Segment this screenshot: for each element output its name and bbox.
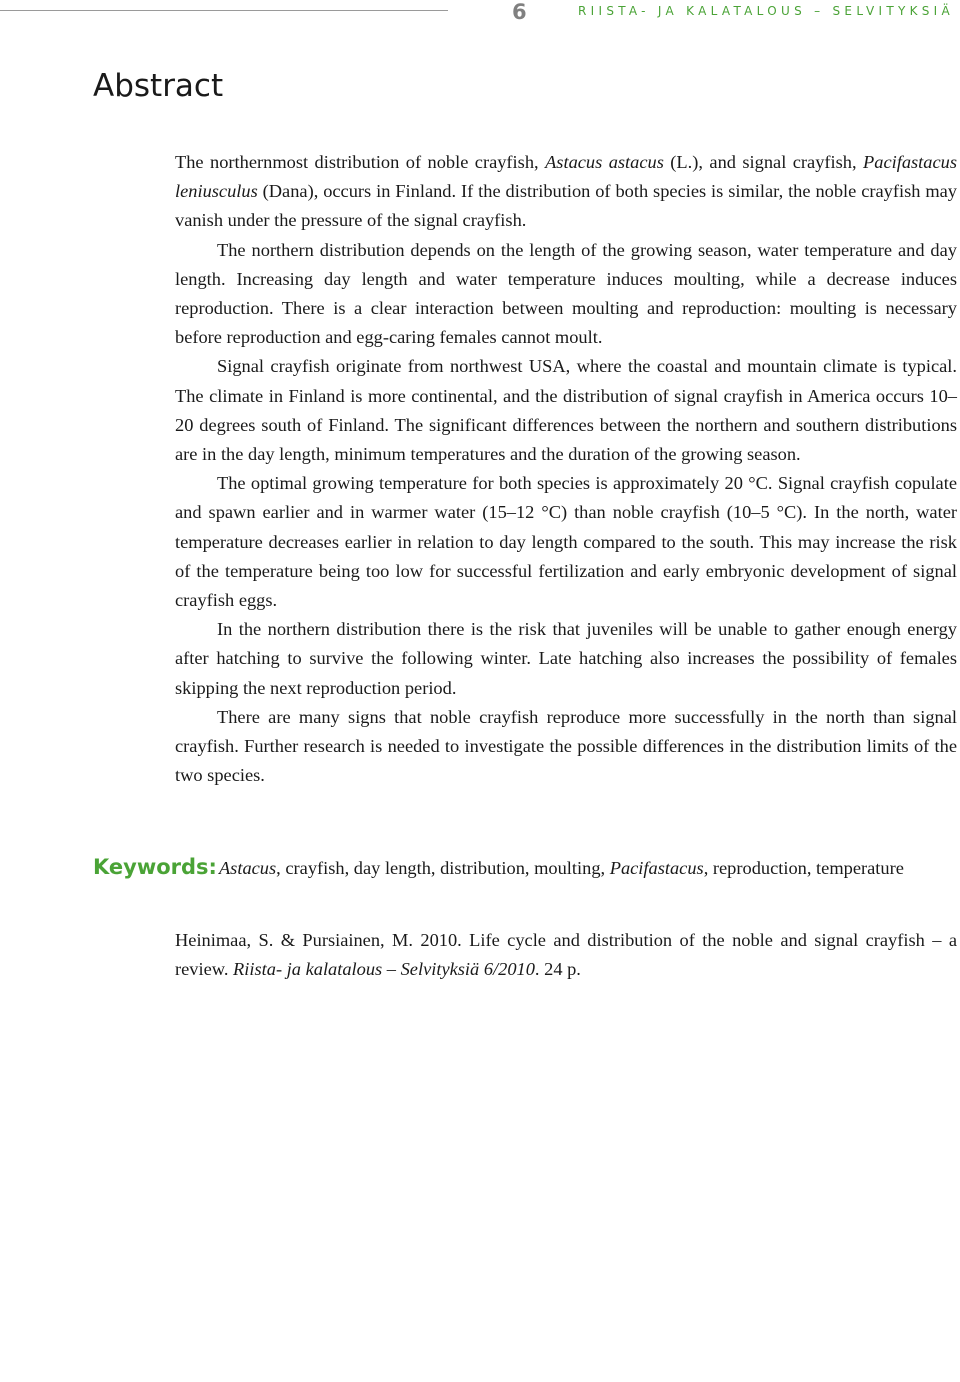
italic-term: Astacus xyxy=(218,858,277,878)
abstract-body xyxy=(175,148,957,790)
keywords-label: Keywords: xyxy=(93,855,217,879)
italic-term: Astacus astacus xyxy=(545,152,664,172)
header-rule xyxy=(0,10,448,11)
running-header-title: RIISTA- JA KALATALOUS – SELVITYKSIÄ xyxy=(578,4,955,18)
keywords-list: Astacus, crayfish, day length, distribution, moulting, Pacifastacus, reproduction, temperature xyxy=(218,858,904,878)
abstract-paragraph: The northernmost distribution of noble crayfish, Astacus astacus (L.), and signal crayfish, Pacifastacus leniusculus (Dana), occurs in Finland. If the distribution of both species is similar, the noble crayfish may vanish under the pressure of the signal crayfish. xyxy=(175,152,957,231)
abstract-paragraph: In the northern distribution there is the risk that juveniles will be unable to gather enough energy after hatching to survive the following winter. Late hatching also increases the possibility of females skipping the next reproduction period. xyxy=(175,619,957,698)
italic-term: Riista- ja kalatalous – Selvityksiä 6/2010 xyxy=(233,959,535,980)
abstract-paragraph: The northern distribution depends on the length of the growing season, water temperature and day length. Increasing day length and water temperature induces moulting, while a decrease induces reproduction. There is a clear interaction between moulting and reproduction: moulting is necessary before reproduction and egg-caring females cannot moult. xyxy=(175,239,957,348)
abstract-heading: Abstract xyxy=(93,68,224,104)
abstract-paragraph: There are many signs that noble crayfish reproduce more successfully in the north than signal crayfish. Further research is needed to investigate the possible differences in the distribution limits of the two species. xyxy=(175,706,957,786)
italic-term: Pacifastacus leniusculus xyxy=(175,152,957,202)
keywords-line xyxy=(93,852,957,883)
page-number: 6 xyxy=(512,0,527,24)
citation: Heinimaa, S. & Pursiainen, M. 2010. Life cycle and distribution of the noble and signal crayfish – a review. Riista- ja kalatalous – Selvityksiä 6/2010. 24 p. xyxy=(175,930,957,980)
abstract-paragraph: The optimal growing temperature for both species is approximately 20 °C. Signal crayfish copulate and spawn earlier and in warmer water (15–12 °C) than noble crayfish (10–5 °C). In the north, water temperature decreases earlier in relation to day length compared to the south. This may increase the risk of the temperature being too low for successful fertilization and early embryonic development of signal crayfish eggs. xyxy=(175,473,957,611)
abstract-paragraph: Signal crayfish originate from northwest USA, where the coastal and mountain climate is typical. The climate in Finland is more continental, and the distribution of signal crayfish in America occurs 10–20 degrees south of Finland. The significant differences between the northern and southern distributions are in the day length, minimum temperatures and the duration of the growing season. xyxy=(175,356,957,465)
italic-term: Pacifastacus xyxy=(609,858,704,878)
